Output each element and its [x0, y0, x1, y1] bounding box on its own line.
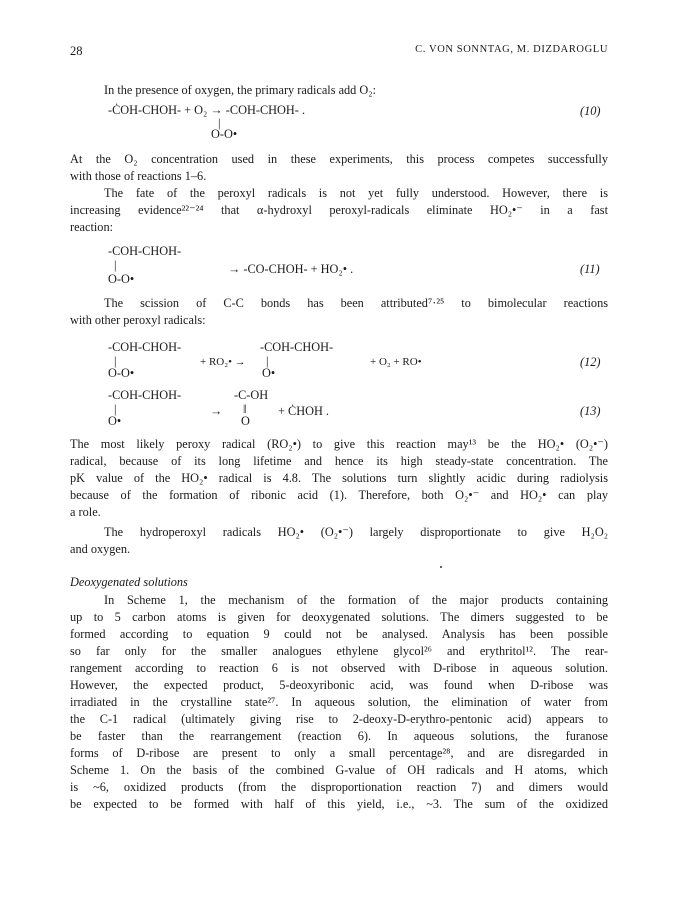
text-line: The scission of C-C bonds has been attributed⁷·²⁵ to bimolecular reactions	[104, 296, 608, 310]
equation-13-number: (13)	[580, 404, 601, 418]
text-line: The hydroperoxyl radicals HO₂• (O₂•⁻) largely disproportionate to give H₂O₂	[104, 525, 608, 539]
equation-13-byproduct: + ĊHOH .	[278, 404, 330, 418]
text-line: reaction:	[70, 220, 114, 234]
paragraph-oxygen-intro	[104, 82, 608, 99]
equation-10-main: -ĊOH-CHOH- + O₂ → -COH-CHOH- .	[108, 103, 306, 117]
equation-13-oxygen: O	[241, 414, 250, 428]
equation-10-bond: |	[218, 116, 221, 130]
text-line: irradiated in the crystalline state²⁷. In aqueous solution, the elimination of water from	[70, 695, 608, 709]
equation-12-reactant: -COH-CHOH-	[108, 340, 182, 354]
equation-13-bond: |	[114, 402, 117, 416]
equation-12-plus-ro2: + RO₂• →	[200, 356, 246, 368]
equation-12-number: (12)	[580, 355, 601, 369]
text-line: and oxygen.	[70, 542, 131, 556]
equation-11-number: (11)	[580, 262, 600, 276]
equation-13-acid: -C-OH	[234, 388, 269, 402]
page-number: 28	[70, 44, 83, 58]
section-heading: Deoxygenated solutions	[70, 575, 188, 589]
text-line: is ~6, oxidized products (from the disproportionation reaction 7) and dimers would	[70, 780, 608, 794]
equation-12-bond-left: |	[114, 354, 117, 368]
text-line: Scheme 1. On the basis of the combined G-value of OH radicals and H atoms, which	[70, 763, 608, 777]
text-line: because of the formation of ribonic acid (1). Therefore, both O₂•⁻ and HO₂• can play	[70, 488, 608, 502]
paragraph-peroxyl-fate	[70, 185, 608, 236]
paragraph-o2-concentration	[70, 151, 608, 185]
paragraph-deoxygenated	[70, 592, 608, 813]
paragraph-peroxy-radical	[70, 436, 608, 521]
equation-12-product: -COH-CHOH-	[260, 340, 334, 354]
text-line: with those of reactions 1–6.	[70, 169, 207, 183]
equation-10-peroxyl: O-O•	[211, 127, 238, 141]
equation-11-peroxyl: O-O•	[108, 272, 135, 286]
text-line: At the O₂ concentration used in these experiments, this process competes successfully	[70, 152, 608, 166]
text-line: pK value of the HO₂• radical is 4.8. The solutions turn slightly acidic during radiolysis	[70, 471, 608, 485]
text-line: be faster than the rearrangement (reaction 6). In aqueous solutions, the furanose	[70, 729, 608, 743]
equation-11-bond: |	[114, 258, 117, 272]
text-line: formed according to equation 9 could not be analysed. Analysis has been possible	[70, 627, 608, 641]
text-line: with other peroxyl radicals:	[70, 313, 206, 327]
equation-12-peroxyl: O-O•	[108, 366, 135, 380]
text-line: a role.	[70, 505, 101, 519]
text-line: rangement according to reaction 6 is not observed with D-ribose in aqueous solution.	[70, 661, 608, 675]
text-line: The most likely peroxy radical (RO₂•) to give this reaction may¹³ be the HO₂• (O₂•⁻)	[70, 437, 608, 451]
text-line: so far only for the smaller analogues ethylene glycol²⁶ and erythritol¹². The rear-	[70, 644, 608, 658]
text-line: In the presence of oxygen, the primary radicals add O₂:	[104, 83, 376, 97]
text-line: However, the expected product, 5-deoxyribonic acid, was found when D-ribose was	[70, 678, 608, 692]
running-header	[70, 44, 608, 60]
equation-12-oxyl: O•	[262, 366, 276, 380]
text-line: radical, because of its long lifetime and hence its high steady-state concentration. The	[70, 454, 608, 468]
equation-13-oxyl: O•	[108, 414, 122, 428]
equation-13-arrow: →	[210, 404, 223, 418]
text-line: In Scheme 1, the mechanism of the formation of the major products containing	[104, 593, 608, 607]
text-line: The fate of the peroxyl radicals is not yet fully understood. However, there is	[104, 186, 608, 200]
equation-13-double-bond: ‖	[243, 402, 247, 416]
paragraph-cc-scission	[70, 295, 608, 329]
paragraph-hydroperoxyl	[70, 524, 608, 558]
equation-11-product: → -CO-CHOH- + HO₂• .	[228, 262, 354, 276]
equation-12-byproducts: + O₂ + RO•	[370, 356, 422, 368]
text-line: up to 5 carbon atoms is given for deoxygenated solutions. The dimers suggested to be	[70, 610, 608, 624]
text-line: increasing evidence²²⁻²⁴ that α-hydroxyl peroxyl-radicals eliminate HO₂•⁻ in a fast	[70, 203, 608, 217]
text-line: forms of D-ribose are present to only a small percentage²⁸, and are disregarded in	[70, 746, 608, 760]
print-speck	[440, 566, 442, 568]
equation-12-bond-right: |	[266, 354, 269, 368]
running-head-authors: C. VON SONNTAG, M. DIZDAROGLU	[415, 44, 608, 55]
equation-10-number: (10)	[580, 104, 601, 118]
equation-11-reactant: -COH-CHOH-	[108, 244, 182, 258]
text-line: be expected to be formed with half of this yield, i.e., ~3. The sum of the oxidized	[70, 797, 608, 811]
equation-13-reactant: -COH-CHOH-	[108, 388, 182, 402]
text-line: the C-1 radical (ultimately giving rise to 2-deoxy-D-erythro-pentonic acid) appears to	[70, 712, 608, 726]
